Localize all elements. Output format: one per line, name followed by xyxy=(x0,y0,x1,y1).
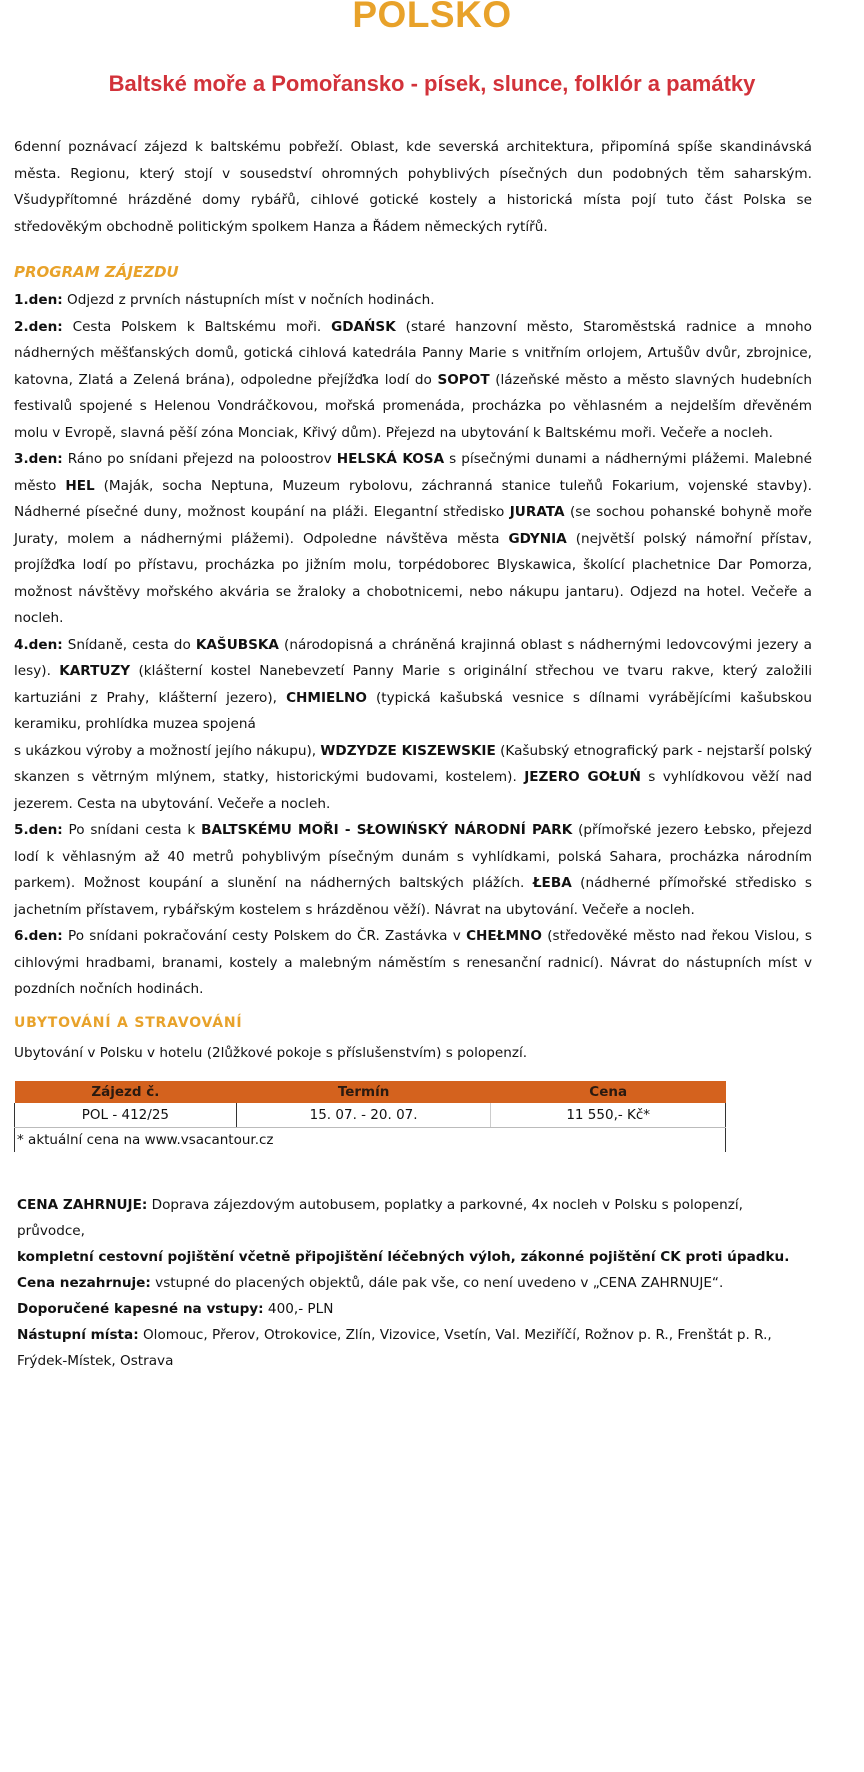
day-text: (přímořské jezero Łebsko, přejezd lodí k věhlasným až 40 metrů pohyblivým písečným dunám s vyhlídkami, polská Sahara, procházka národním parkem). Možnost koupání a slunění na nádherných baltských plážích. xyxy=(14,822,812,891)
program-heading: PROGRAM ZÁJEZDU xyxy=(14,263,179,281)
program-days xyxy=(14,287,812,1003)
excluded-line xyxy=(17,1270,807,1296)
header-price: Cena xyxy=(491,1081,726,1103)
included-line xyxy=(17,1192,807,1244)
day-text: s ukázkou výroby a možností jejího nákupu), xyxy=(14,742,321,759)
day-text: (Kašubský etnografický park - nejstarší polský skanzen s větrným mlýnem, statky, historickými budovami, kostelem). xyxy=(14,742,813,785)
info-block xyxy=(17,1192,807,1374)
place-name: KAŠUBSKA xyxy=(195,636,279,653)
day-text: s vyhlídkovou věží nad jezerem. Cesta na ubytování. Večeře a nocleh. xyxy=(14,769,812,812)
price-note: * aktuální cena na www.vsacantour.cz xyxy=(15,1128,726,1153)
day-text: (typická kašubská vesnice s dílnami vyrábějícími kašubskou keramiku, prohlídka muzea spojená xyxy=(14,689,812,732)
program-day xyxy=(14,632,812,818)
day-text: (národopisná a chráněná krajinná oblast s nádhernými ledovcovými jezery a lesy). xyxy=(14,636,812,679)
date-cell: 15. 07. - 20. 07. xyxy=(236,1103,491,1128)
place-name: CHEŁMNO xyxy=(466,928,542,944)
lodging-heading: UBYTOVÁNÍ A STRAVOVÁNÍ xyxy=(14,1015,243,1031)
place-name: HELSKÁ KOSA xyxy=(336,451,445,467)
day-text: (lázeňské město a město slavných hudebních festivalů spojené s Helenou Vondráčkovou, mořská promenáda, procházka po věhlasném a nejdelším dřevěném molu v Evropě, slavná pěší zóna Monciak, Křivý dům). Přejezd na ubytování k Baltskému moři. Večeře a nocleh. xyxy=(14,371,812,441)
place-name: KARTUZY xyxy=(59,663,131,679)
program-day xyxy=(14,446,812,632)
day-text: Snídaně, cesta do xyxy=(62,636,196,653)
day-text: (klášterní kostel Nanebevzetí Panny Marie s originální střechou ve tvaru rakve, který založili kartuziáni z Prahy, klášterní jezero), xyxy=(14,663,812,706)
program-day xyxy=(14,287,812,314)
day-label: 6.den: xyxy=(14,928,63,944)
boarding-text: Olomouc, Přerov, Otrokovice, Zlín, Vizovice, Vsetín, Val. Meziříčí, Rožnov p. R., Frenštát p. R., Frýdek-Místek, Ostrava xyxy=(17,1327,772,1369)
day-label: 2.den: xyxy=(14,318,63,335)
price-table xyxy=(14,1081,726,1152)
day-label: 4.den: xyxy=(14,636,63,653)
intro-paragraph: 6denní poznávací zájezd k baltskému pobřeží. Oblast, kde severská architektura, připomíná spíše skandinávská města. Regionu, který stojí v sousedství ohromných pohyblivých písečných dun podobných těm saharským. Všudypřítomné hrázděné domy rybářů, cihlové gotické kostely a historická místa pojí tuto část Polska se středověkým obchodně politickým spolkem Hanza a Řádem německých rytířů. xyxy=(14,139,812,235)
lodging-text: Ubytování v Polsku v hotelu (2lůžkové pokoje s příslušenstvím) s polopenzí. xyxy=(14,1045,528,1061)
excluded-text: vstupné do placených objektů, dále pak vše, co není uvedeno v „CENA ZAHRNUJE“. xyxy=(150,1275,724,1291)
included-label: CENA ZAHRNUJE: xyxy=(17,1197,148,1213)
price-note-row xyxy=(15,1128,726,1153)
place-name: HEL xyxy=(65,477,95,494)
included-bold-line xyxy=(17,1244,807,1270)
day-text: (nádherné přímořské středisko s jachetním přístavem, rybářským kostelem s hrázděnou věží). Návrat na ubytování. Večeře a nocleh. xyxy=(14,875,812,918)
day-text: (největší polský námořní přístav, projížďka lodí po přístavu, procházka po jižním molu, torpédoborec Blyskawica, školící plachetnice Dar Pomorza, možnost návštěvy mořského akvária se žraloky a chobotnicemi, nebo nákupu jantaru). Odjezd na hotel. Večeře a nocleh. xyxy=(14,530,812,626)
place-name: JURATA xyxy=(509,504,565,520)
included-text: Doprava zájezdovým autobusem, poplatky a parkovné, 4x nocleh v Polsku s polopenzí, průvodce, xyxy=(17,1197,743,1239)
place-name: ŁEBA xyxy=(532,875,572,891)
place-name: JEZERO GOŁUŃ xyxy=(524,769,641,785)
page-title: POLSKO xyxy=(352,0,512,35)
pocket-money-text: 400,- PLN xyxy=(263,1301,334,1317)
day-text: Po snídani pokračování cesty Polskem do ČR. Zastávka v xyxy=(62,928,467,944)
boarding-line xyxy=(17,1322,807,1374)
program-day xyxy=(14,314,812,447)
day-text: Cesta Polskem k Baltskému moři. xyxy=(62,318,332,335)
day-text: (středověké město nad řekou Vislou, s cihlovými hradbami, branami, kostely a malebným náměstím s renesanční radnicí). Návrat do nástupních míst v pozdních nočních hodinách. xyxy=(14,928,812,997)
day-text: Odjezd z prvních nástupních míst v nočních hodinách. xyxy=(62,292,435,308)
day-text: (staré hanzovní město, Staroměstská radnice a mnoho nádherných měšťanských domů, gotická cihlová katedrála Panny Marie s vnitřním orlojem, Artušův dvůr, zbrojnice, katovna, Zlatá a Zelená brána), odpoledne přejížďka lodí do xyxy=(14,318,812,388)
program-day xyxy=(14,817,812,923)
price-table-header xyxy=(15,1081,726,1103)
boarding-label: Nástupní místa: xyxy=(17,1327,139,1343)
page-subtitle: Baltské moře a Pomořansko - písek, slunce, folklór a památky xyxy=(108,71,756,96)
day-label: 5.den: xyxy=(14,822,63,838)
day-text: Ráno po snídani přejezd na poloostrov xyxy=(62,451,337,467)
header-tour-number: Zájezd č. xyxy=(15,1081,237,1103)
pocket-money-label: Doporučené kapesné na vstupy: xyxy=(17,1301,264,1317)
day-text: Po snídani cesta k xyxy=(62,822,202,838)
day-text: (Maják, socha Neptuna, Muzeum rybolovu, záchranná stanice tuleňů Fokarium, vojenské stavby). Nádherné písečné duny, možnost koupání na pláži. Elegantní středisko xyxy=(14,477,813,520)
place-name: GDYNIA xyxy=(508,530,567,547)
header-date: Termín xyxy=(236,1081,491,1103)
price-cell: 11 550,- Kč* xyxy=(491,1103,726,1128)
pocket-money-line xyxy=(17,1296,807,1322)
excluded-label: Cena nezahrnuje: xyxy=(17,1275,151,1291)
included-bold-text: kompletní cestovní pojištění včetně připojištění léčebných výloh, zákonné pojištění CK proti úpadku. xyxy=(17,1249,790,1265)
day-text: (se sochou pohanské bohyně moře Juraty, molem a nádhernými plážemi). Odpoledne návštěva města xyxy=(14,504,812,547)
place-name: SOPOT xyxy=(437,371,490,388)
place-name: GDAŃSK xyxy=(331,318,396,335)
day-label: 3.den: xyxy=(14,451,63,467)
table-row xyxy=(15,1103,726,1128)
tour-number-cell: POL - 412/25 xyxy=(15,1103,237,1128)
place-name: WDZYDZE KISZEWSKIE xyxy=(320,742,496,759)
day-text: s písečnými dunami a nádhernými plážemi. Malebné město xyxy=(14,451,812,494)
program-day xyxy=(14,923,812,1003)
place-name: CHMIELNO xyxy=(286,689,367,706)
place-name: BALTSKÉMU MOŘI - SŁOWIŃSKÝ NÁRODNÍ PARK xyxy=(201,822,573,838)
day-label: 1.den: xyxy=(14,292,63,308)
